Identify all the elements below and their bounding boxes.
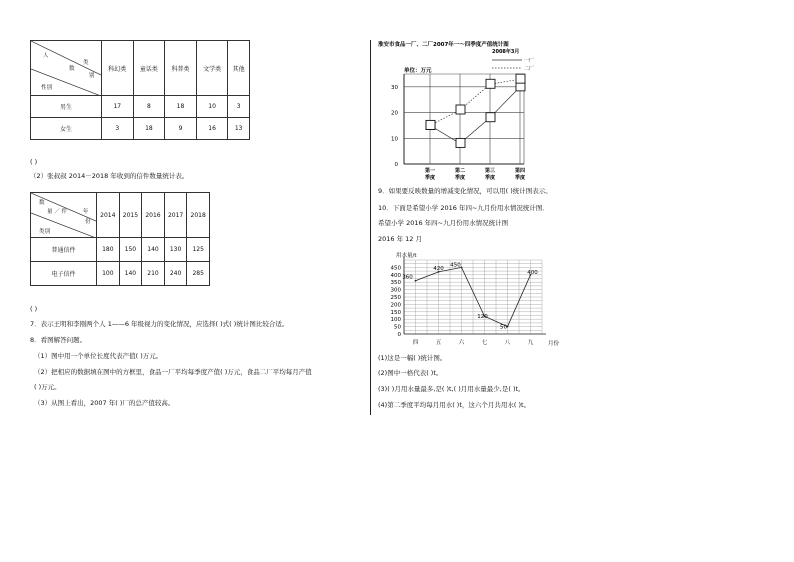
answer-box — [456, 138, 465, 147]
table-corner-header — [31, 41, 102, 96]
table-cell: 8 — [133, 96, 165, 118]
corner-label-mid: 量 ／ 件 — [47, 209, 67, 215]
question-10-part-2: (2)图中一格代表( )t。 — [378, 369, 443, 377]
corner-label-bottom: 类别 — [39, 229, 51, 235]
chart1-title: 淮安市食品一厂、二厂2007年一～四季度产值统计图 — [378, 42, 509, 48]
table-cell: 240 — [164, 262, 187, 286]
table-header: 2014 — [97, 193, 120, 238]
chart1-answer-boxes — [426, 74, 525, 147]
question-10-part-1: (1)这是一幅( )统计图。 — [378, 354, 447, 362]
table-header: 2018 — [187, 193, 210, 238]
table-header: 文学类 — [196, 41, 228, 96]
chart1-x-labels — [425, 167, 525, 181]
data-point — [461, 267, 463, 269]
y-tick-label: 400 — [390, 272, 401, 279]
reading-table — [30, 40, 250, 140]
table-header: 2015 — [119, 193, 142, 238]
legend-label-1: 一厂 — [524, 58, 535, 64]
y-tick-label: 200 — [390, 302, 401, 309]
chart1-date: 2008年3月 — [492, 49, 520, 55]
x-tick-label: 八 — [504, 340, 511, 346]
x-tick-label: 第三 — [484, 168, 496, 174]
question-8-part-1: （1）图中用一个单位长度代表产值( )万元。 — [34, 352, 163, 360]
chart1-grid — [404, 74, 524, 164]
answer-box — [486, 79, 495, 88]
question-8-part-3: （3）从图上看出，2007 年( )厂的总产值较高。 — [34, 399, 175, 407]
question-10: 10．下面是希望小学 2016 年四~九月份用水情况统计图． — [378, 204, 549, 212]
table-cell: 285 — [187, 262, 210, 286]
table-cell: 9 — [165, 118, 197, 140]
y-tick-label: 50 — [394, 324, 401, 331]
chart2-data-labels — [402, 262, 538, 330]
x-tick-label: 第一 — [424, 168, 436, 174]
question-8: 8．看图解答问题。 — [30, 336, 87, 344]
chart2-y-ticks — [391, 265, 402, 338]
series-line-一厂 — [430, 87, 520, 144]
x-tick-label: 第二 — [454, 168, 466, 174]
x-tick-label: 季度 — [484, 175, 496, 181]
y-tick-label: 150 — [390, 309, 401, 316]
chart2-x-labels — [413, 338, 534, 346]
table-row — [31, 262, 210, 286]
corner-label-top: 人 — [43, 53, 49, 59]
table-cell: 17 — [102, 96, 134, 118]
y-tick-label: 250 — [390, 295, 401, 301]
chart1-series — [430, 79, 520, 143]
y-tick-label: 450 — [390, 265, 401, 272]
table-cell: 3 — [228, 96, 250, 118]
answer-box — [426, 120, 435, 129]
y-tick-label: 20 — [391, 110, 398, 117]
corner-label-top: 数 — [39, 200, 45, 206]
table-row — [31, 118, 250, 140]
corner-label-mid-right: 类 — [83, 60, 89, 66]
row-label: 男生 — [31, 96, 102, 118]
table-cell: 18 — [133, 118, 165, 140]
x-tick-label: 四 — [412, 340, 419, 346]
answer-box — [486, 113, 495, 122]
table-cell: 13 — [228, 118, 250, 140]
data-label: 420 — [433, 265, 444, 272]
x-tick-label: 季度 — [514, 175, 526, 181]
table-header: 2016 — [142, 193, 165, 238]
q1-answer-blank[interactable]: ( ) — [30, 158, 38, 166]
table-header: 科幻类 — [102, 41, 134, 96]
data-label: 450 — [450, 262, 461, 269]
column-divider — [370, 40, 371, 415]
chart1-unit: 单位：万元 — [404, 68, 432, 74]
x-tick-label: 季度 — [454, 175, 466, 181]
table-cell: 16 — [196, 118, 228, 140]
letters-table — [30, 192, 210, 286]
data-label: 50 — [500, 324, 507, 331]
x-tick-label: 第四 — [514, 168, 526, 174]
answer-box — [516, 74, 525, 83]
corner-label-right: 年 — [83, 209, 89, 215]
table-cell: 18 — [165, 96, 197, 118]
chart1-y-ticks — [391, 85, 399, 168]
y-tick-label: 0 — [394, 162, 398, 168]
table-cell: 3 — [102, 118, 134, 140]
factory-output-chart — [374, 38, 554, 188]
data-label: 400 — [527, 269, 538, 276]
table-cell: 140 — [119, 262, 142, 286]
table-cell: 140 — [142, 238, 165, 262]
chart2-ylabel: 用水量/t — [396, 253, 417, 259]
table-cell: 210 — [142, 262, 165, 286]
chart2-date: 2016 年 12 月 — [378, 235, 423, 243]
row-label: 女生 — [31, 118, 102, 140]
table-cell: 150 — [119, 238, 142, 262]
x-tick-label: 七 — [481, 340, 488, 346]
answer-box — [456, 105, 465, 114]
table-header: 其他 — [228, 41, 250, 96]
corner-label-mid: 数 — [69, 66, 75, 72]
x-tick-label: 九 — [527, 340, 534, 346]
question-10-part-3: (3)( )月用水量最多,是( )t,( )月用水量最少,是( )t。 — [378, 385, 525, 393]
data-point — [415, 280, 417, 282]
y-tick-label: 0 — [397, 332, 401, 338]
corner-label-right: 别 — [89, 73, 95, 79]
x-tick-label: 季度 — [424, 175, 436, 181]
y-tick-label: 10 — [391, 136, 398, 143]
table-row — [31, 238, 210, 262]
q2-text: （2）张叔叔 2014－2018 年收到的信件数量统计表。 — [30, 172, 189, 180]
table-cell: 100 — [97, 262, 120, 286]
data-label: 120 — [477, 314, 488, 321]
y-tick-label: 350 — [390, 280, 401, 287]
table-corner-header — [31, 193, 97, 238]
chart2-grid — [404, 256, 546, 334]
y-tick-label: 30 — [391, 84, 398, 91]
row-label: 电子信件 — [31, 262, 97, 286]
table-header: 2017 — [164, 193, 187, 238]
data-label: 360 — [402, 274, 413, 281]
table-header: 科普类 — [165, 41, 197, 96]
question-7: 7．表示王明和李刚两个人 1——6 年级视力的变化情况，应选择( )式( )统计图比较合适。 — [30, 320, 289, 328]
table-row — [31, 96, 250, 118]
table-cell: 125 — [187, 238, 210, 262]
series-line-二厂 — [430, 79, 520, 125]
table-cell: 10 — [196, 96, 228, 118]
x-tick-label: 五 — [435, 340, 442, 346]
row-label: 普通信件 — [31, 238, 97, 262]
question-8-part-2b: ( )万元。 — [34, 383, 61, 391]
question-10-part-4: (4)第二季度平均每月用水( )t，这六个月共用水( )t。 — [378, 401, 531, 409]
q2-answer-blank[interactable]: ( ) — [30, 305, 38, 313]
water-usage-chart — [374, 248, 574, 348]
table-cell: 180 — [97, 238, 120, 262]
table-cell: 130 — [164, 238, 187, 262]
corner-label-bottom: 性别 — [41, 85, 53, 91]
question-8-part-2a: （2）把相应的数据填在图中的方框里，食品一厂平均每季度产值( )万元，食品二厂平均每月产值 — [34, 368, 312, 376]
chart2-xlabel: 月份 — [548, 341, 560, 347]
y-tick-label: 100 — [390, 317, 401, 324]
corner-label-right2: 份 — [85, 219, 91, 225]
y-tick-label: 300 — [390, 287, 401, 294]
table-header: 童话类 — [133, 41, 165, 96]
question-9: 9．如果要反映数量的增减变化情况，可以用( )统计图表示。 — [378, 187, 552, 195]
legend-label-2: 二厂 — [524, 66, 535, 72]
x-tick-label: 六 — [458, 340, 465, 346]
chart2-title: 希望小学 2016 年四~九月份用水情况统计图 — [378, 219, 509, 227]
